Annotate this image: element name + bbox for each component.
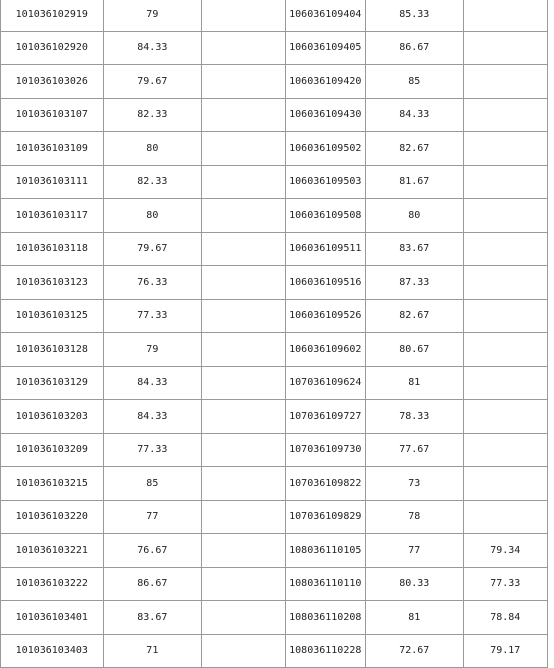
score-cell: 79 bbox=[103, 333, 202, 367]
blank-cell bbox=[202, 266, 285, 300]
final-score-cell bbox=[463, 433, 547, 467]
exam-id-cell: 101036103123 bbox=[1, 266, 104, 300]
exam-id-cell: 101036103107 bbox=[1, 98, 104, 132]
score-cell: 79.67 bbox=[103, 232, 202, 266]
score-cell: 80 bbox=[103, 132, 202, 166]
score-cell: 85.33 bbox=[365, 0, 463, 31]
final-score-cell bbox=[463, 366, 547, 400]
score-cell: 78.33 bbox=[365, 400, 463, 434]
final-score-cell bbox=[463, 333, 547, 367]
final-score-cell bbox=[463, 299, 547, 333]
exam-id-cell: 101036103215 bbox=[1, 467, 104, 501]
final-score-cell bbox=[463, 65, 547, 99]
table-row bbox=[1, 366, 548, 400]
score-cell: 81 bbox=[365, 601, 463, 635]
final-score-cell: 77.33 bbox=[463, 567, 547, 601]
score-cell: 77 bbox=[103, 500, 202, 534]
table-row bbox=[1, 65, 548, 99]
exam-id-cell: 101036103401 bbox=[1, 601, 104, 635]
exam-id-cell: 101036103118 bbox=[1, 232, 104, 266]
exam-id-cell: 101036103109 bbox=[1, 132, 104, 166]
final-score-cell bbox=[463, 266, 547, 300]
exam-id-cell: 101036103220 bbox=[1, 500, 104, 534]
exam-id-cell: 108036110110 bbox=[285, 567, 365, 601]
score-cell: 84.33 bbox=[103, 366, 202, 400]
final-score-cell bbox=[463, 31, 547, 65]
score-cell: 79.67 bbox=[103, 65, 202, 99]
table-row bbox=[1, 0, 548, 31]
table-row bbox=[1, 467, 548, 501]
score-cell: 80.67 bbox=[365, 333, 463, 367]
score-cell: 71 bbox=[103, 634, 202, 668]
exam-id-cell: 101036103129 bbox=[1, 366, 104, 400]
table-row bbox=[1, 433, 548, 467]
table-row bbox=[1, 232, 548, 266]
table-row bbox=[1, 534, 548, 568]
exam-id-cell: 107036109822 bbox=[285, 467, 365, 501]
exam-id-cell: 106036109511 bbox=[285, 232, 365, 266]
score-cell: 84.33 bbox=[365, 98, 463, 132]
blank-cell bbox=[202, 634, 285, 668]
exam-id-cell: 101036103403 bbox=[1, 634, 104, 668]
exam-id-cell: 101036103209 bbox=[1, 433, 104, 467]
table-row bbox=[1, 98, 548, 132]
final-score-cell: 79.34 bbox=[463, 534, 547, 568]
table-row bbox=[1, 500, 548, 534]
score-cell: 84.33 bbox=[103, 31, 202, 65]
exam-id-cell: 106036109602 bbox=[285, 333, 365, 367]
score-cell: 77.33 bbox=[103, 299, 202, 333]
final-score-cell bbox=[463, 467, 547, 501]
exam-id-cell: 107036109829 bbox=[285, 500, 365, 534]
exam-id-cell: 106036109516 bbox=[285, 266, 365, 300]
table-row bbox=[1, 199, 548, 233]
score-cell: 81.67 bbox=[365, 165, 463, 199]
exam-id-cell: 106036109508 bbox=[285, 199, 365, 233]
score-cell: 86.67 bbox=[365, 31, 463, 65]
exam-id-cell: 101036103221 bbox=[1, 534, 104, 568]
blank-cell bbox=[202, 333, 285, 367]
table-row bbox=[1, 567, 548, 601]
score-cell: 79 bbox=[103, 0, 202, 31]
exam-id-cell: 106036109502 bbox=[285, 132, 365, 166]
exam-id-cell: 108036110208 bbox=[285, 601, 365, 635]
final-score-cell bbox=[463, 132, 547, 166]
blank-cell bbox=[202, 31, 285, 65]
table-row bbox=[1, 299, 548, 333]
final-score-cell bbox=[463, 0, 547, 31]
exam-id-cell: 101036103222 bbox=[1, 567, 104, 601]
score-cell: 78 bbox=[365, 500, 463, 534]
blank-cell bbox=[202, 601, 285, 635]
final-score-cell bbox=[463, 165, 547, 199]
table-row bbox=[1, 165, 548, 199]
exam-id-cell: 106036109405 bbox=[285, 31, 365, 65]
score-cell: 83.67 bbox=[365, 232, 463, 266]
blank-cell bbox=[202, 366, 285, 400]
score-cell: 83.67 bbox=[103, 601, 202, 635]
blank-cell bbox=[202, 534, 285, 568]
score-cell: 73 bbox=[365, 467, 463, 501]
table-row bbox=[1, 132, 548, 166]
table-row bbox=[1, 31, 548, 65]
score-cell: 77.67 bbox=[365, 433, 463, 467]
final-score-cell bbox=[463, 400, 547, 434]
blank-cell bbox=[202, 467, 285, 501]
exam-id-cell: 108036110228 bbox=[285, 634, 365, 668]
score-cell: 80 bbox=[365, 199, 463, 233]
exam-id-cell: 101036102920 bbox=[1, 31, 104, 65]
blank-cell bbox=[202, 232, 285, 266]
blank-cell bbox=[202, 0, 285, 31]
exam-id-cell: 106036109503 bbox=[285, 165, 365, 199]
score-cell: 80.33 bbox=[365, 567, 463, 601]
score-cell: 81 bbox=[365, 366, 463, 400]
final-score-cell bbox=[463, 232, 547, 266]
exam-id-cell: 106036109404 bbox=[285, 0, 365, 31]
final-score-cell bbox=[463, 98, 547, 132]
final-score-cell bbox=[463, 500, 547, 534]
score-cell: 76.33 bbox=[103, 266, 202, 300]
exam-id-cell: 106036109420 bbox=[285, 65, 365, 99]
exam-id-cell: 101036103128 bbox=[1, 333, 104, 367]
exam-id-cell: 101036102919 bbox=[1, 0, 104, 31]
score-cell: 82.67 bbox=[365, 132, 463, 166]
blank-cell bbox=[202, 98, 285, 132]
exam-id-cell: 101036103203 bbox=[1, 400, 104, 434]
score-table-body bbox=[1, 0, 548, 668]
exam-id-cell: 106036109526 bbox=[285, 299, 365, 333]
score-cell: 86.67 bbox=[103, 567, 202, 601]
blank-cell bbox=[202, 65, 285, 99]
exam-id-cell: 101036103026 bbox=[1, 65, 104, 99]
score-cell: 87.33 bbox=[365, 266, 463, 300]
exam-id-cell: 106036109430 bbox=[285, 98, 365, 132]
score-cell: 76.67 bbox=[103, 534, 202, 568]
table-row bbox=[1, 634, 548, 668]
score-cell: 72.67 bbox=[365, 634, 463, 668]
blank-cell bbox=[202, 433, 285, 467]
score-cell: 85 bbox=[103, 467, 202, 501]
table-row bbox=[1, 333, 548, 367]
table-row bbox=[1, 400, 548, 434]
score-cell: 77.33 bbox=[103, 433, 202, 467]
score-cell: 82.67 bbox=[365, 299, 463, 333]
table-row bbox=[1, 266, 548, 300]
blank-cell bbox=[202, 199, 285, 233]
exam-id-cell: 107036109727 bbox=[285, 400, 365, 434]
score-cell: 77 bbox=[365, 534, 463, 568]
exam-id-cell: 101036103117 bbox=[1, 199, 104, 233]
score-cell: 82.33 bbox=[103, 98, 202, 132]
final-score-cell: 79.17 bbox=[463, 634, 547, 668]
blank-cell bbox=[202, 299, 285, 333]
final-score-cell bbox=[463, 199, 547, 233]
score-cell: 82.33 bbox=[103, 165, 202, 199]
blank-cell bbox=[202, 567, 285, 601]
table-row bbox=[1, 601, 548, 635]
exam-id-cell: 107036109730 bbox=[285, 433, 365, 467]
exam-id-cell: 107036109624 bbox=[285, 366, 365, 400]
final-score-cell: 78.84 bbox=[463, 601, 547, 635]
exam-id-cell: 108036110105 bbox=[285, 534, 365, 568]
blank-cell bbox=[202, 400, 285, 434]
blank-cell bbox=[202, 500, 285, 534]
exam-id-cell: 101036103125 bbox=[1, 299, 104, 333]
exam-id-cell: 101036103111 bbox=[1, 165, 104, 199]
blank-cell bbox=[202, 132, 285, 166]
blank-cell bbox=[202, 165, 285, 199]
score-cell: 85 bbox=[365, 65, 463, 99]
score-cell: 84.33 bbox=[103, 400, 202, 434]
score-cell: 80 bbox=[103, 199, 202, 233]
